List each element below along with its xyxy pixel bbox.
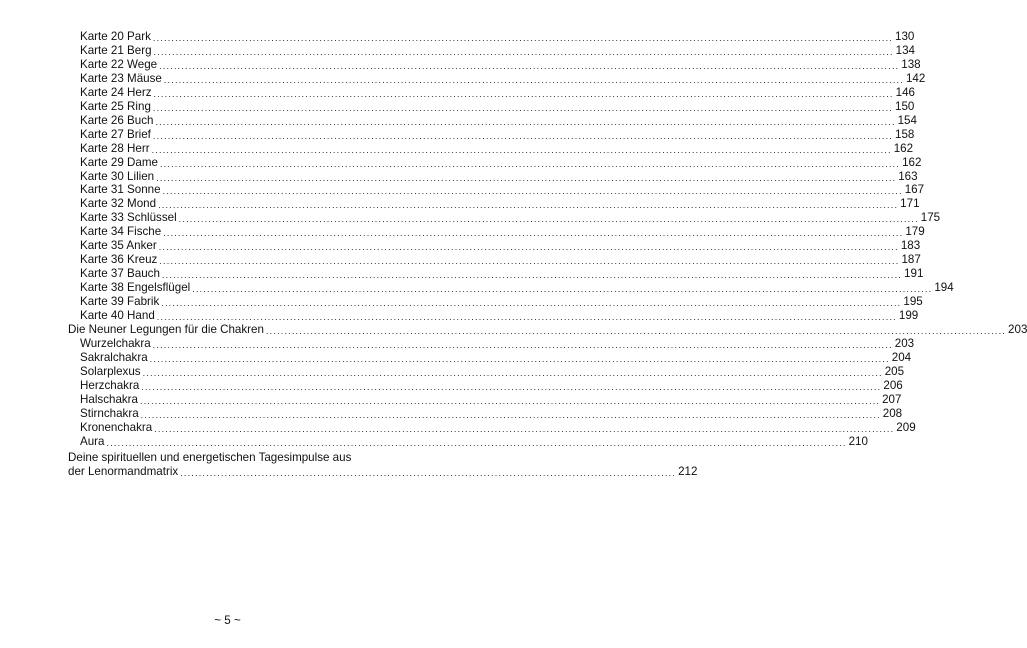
dot-leader: ........................................................................................................................................................................................................ [153, 89, 894, 99]
dot-leader: ........................................................................................................................................................................................................ [149, 354, 890, 364]
toc-entry-label: Kronenchakra [80, 421, 153, 434]
toc-entry-label: Solarplexus [80, 365, 141, 378]
toc-entry [80, 337, 915, 351]
toc-entry-page: 206 [883, 379, 903, 392]
toc-entry-page: 203 [1008, 323, 1027, 336]
toc-entry [80, 58, 921, 72]
toc-entry-label: Karte 31 Sonne [80, 183, 161, 196]
toc-entry [80, 365, 905, 379]
dot-leader: ........................................................................................................................................................................................................ [152, 33, 893, 43]
dot-leader: ........................................................................................................................................................................................................ [141, 382, 882, 392]
toc-entry-page: 138 [901, 58, 921, 71]
toc-entry-label: Karte 22 Wege [80, 58, 158, 71]
toc-entry [80, 309, 919, 323]
dot-leader: ........................................................................................................................................................................................................ [162, 186, 903, 196]
toc-entry-label: Stirnchakra [80, 407, 139, 420]
toc-entry [80, 156, 922, 170]
toc-entry-label: Karte 32 Mond [80, 197, 157, 210]
toc-entry-label: Karte 23 Mäuse [80, 72, 162, 85]
toc-entry [80, 351, 912, 365]
toc-entry-page: 207 [882, 393, 902, 406]
toc-entry-label: Karte 27 Brief [80, 128, 151, 141]
toc-entry-page: 187 [901, 253, 921, 266]
toc-entry-label: Karte 35 Anker [80, 239, 157, 252]
toc-entry [80, 197, 920, 211]
toc-entry-page: 134 [895, 44, 915, 57]
toc-entry [80, 253, 921, 267]
toc-entry [80, 44, 915, 58]
toc-entry [80, 128, 915, 142]
toc-entry-page: 171 [900, 197, 920, 210]
final-section-row [68, 465, 698, 479]
toc-entry-label: Die Neuner Legungen für die Chakren [68, 323, 264, 336]
dot-leader: ........................................................................................................................................................................................................ [156, 173, 897, 183]
dot-leader: ........................................................................................................................................................................................................ [158, 200, 899, 210]
page-number-footer: ~ 5 ~ [214, 614, 241, 627]
dot-leader: ........................................................................................................................................................................................................ [159, 61, 900, 71]
dot-leader: ........................................................................................................................................................................................................ [151, 145, 892, 155]
toc-entry [80, 421, 916, 435]
toc-entry [80, 393, 902, 407]
toc-entry-label: Halschakra [80, 393, 138, 406]
dot-leader: ........................................................................................................................................................................................................ [158, 242, 899, 252]
dot-leader: ........................................................................................................................................................................................................ [140, 410, 881, 420]
toc-entry-page: 210 [848, 435, 868, 448]
toc-entry-page: 142 [905, 72, 926, 85]
dot-leader: ........................................................................................................................................................................................................ [152, 103, 894, 113]
toc-entry [80, 30, 915, 44]
dot-leader: ........................................................................................................................................................................................................ [152, 131, 893, 141]
toc-entry-label: Karte 24 Herz [80, 86, 152, 99]
dot-leader: ........................................................................................................................................................................................................ [142, 368, 883, 378]
toc-entry [80, 281, 954, 295]
toc-entry-page: 162 [893, 142, 914, 155]
toc-entry [80, 86, 915, 100]
toc-entry [68, 323, 1027, 337]
toc-entry-label: Karte 20 Park [80, 30, 151, 43]
toc-entry-label: Karte 39 Fabrik [80, 295, 160, 308]
final-section-label: der Lenormandmatrix [68, 465, 179, 478]
dot-leader: ........................................................................................................................................................................................................ [152, 340, 893, 350]
dot-leader: ........................................................................................................................................................................................................ [156, 312, 897, 322]
dot-leader: ........................................................................................................................................................................................................ [159, 159, 901, 169]
toc-entry-page: 191 [904, 267, 924, 280]
dot-leader: ........................................................................................................................................................................................................ [140, 396, 881, 406]
dot-leader: ........................................................................................................................................................................................................ [163, 75, 904, 85]
toc-entry-page: 175 [920, 211, 941, 224]
toc-entry-page: 146 [895, 86, 915, 99]
toc-entry-label: Sakralchakra [80, 351, 148, 364]
dot-leader: ........................................................................................................................................................................................................ [178, 214, 919, 224]
dot-leader: ........................................................................................................................................................................................................ [192, 284, 933, 294]
toc-entry [80, 183, 925, 197]
toc-entry-label: Wurzelchakra [80, 337, 151, 350]
final-section-page: 212 [678, 465, 698, 478]
toc-entry-page: 203 [894, 337, 915, 350]
toc-entry [80, 114, 917, 128]
toc-entry-label: Karte 37 Bauch [80, 267, 160, 280]
toc-entry-label: Karte 33 Schlüssel [80, 211, 177, 224]
final-section-line1 [68, 451, 413, 465]
toc-entry [80, 267, 924, 281]
toc-entry-label: Aura [80, 435, 105, 448]
toc-entry-page: 154 [897, 114, 917, 127]
toc-entry-label: Karte 29 Dame [80, 156, 158, 169]
toc-entry-page: 162 [902, 156, 922, 169]
toc-entry-label: Herzchakra [80, 379, 140, 392]
toc-entry [80, 211, 941, 225]
dot-leader: ........................................................................................................................................................................................................ [161, 298, 902, 308]
toc-entry [80, 295, 923, 309]
dot-leader: ........................................................................................................................................................................................................ [161, 270, 903, 280]
toc-entry-page: 199 [898, 309, 919, 322]
toc-entry-label: Karte 21 Berg [80, 44, 152, 57]
toc-entry [80, 100, 915, 114]
toc-entry [80, 142, 914, 156]
final-section-text: Deine spirituellen und energetischen Tagesimpulse aus [68, 451, 352, 464]
toc-entry [80, 407, 903, 421]
toc-entry-page: 194 [934, 281, 954, 294]
toc-entry-label: Karte 25 Ring [80, 100, 151, 113]
toc-entry [80, 435, 868, 449]
dot-leader: ........................................................................................................................................................................................................ [163, 228, 904, 238]
dot-leader: ........................................................................................................................................................................................................ [265, 326, 1007, 336]
toc-entry [80, 170, 918, 184]
toc-entry-page: 158 [895, 128, 915, 141]
toc-entry [80, 379, 903, 393]
toc-entry-label: Karte 36 Kreuz [80, 253, 158, 266]
toc-entry-page: 208 [882, 407, 903, 420]
toc-entry-page: 163 [898, 170, 918, 183]
dot-leader: ........................................................................................................................................................................................................ [155, 117, 896, 127]
toc-entry-page: 205 [884, 365, 905, 378]
dot-leader: ........................................................................................................................................................................................................ [106, 438, 847, 448]
toc-entry-label: Karte 38 Engelsflügel [80, 281, 191, 294]
toc-entry [80, 72, 926, 86]
toc-entry [80, 225, 925, 239]
dot-leader: ...................................................................................................................................... [180, 468, 677, 478]
toc-entry-page: 204 [891, 351, 912, 364]
dot-leader: ........................................................................................................................................................................................................ [153, 47, 894, 57]
toc-entry-page: 183 [900, 239, 921, 252]
toc-entry-page: 195 [903, 295, 923, 308]
toc-entry-page: 179 [905, 225, 925, 238]
toc-entry-label: Karte 34 Fische [80, 225, 162, 238]
toc-entry-page: 167 [904, 183, 925, 196]
dot-leader: ........................................................................................................................................................................................................ [159, 256, 900, 266]
toc-entry [80, 239, 921, 253]
toc-entry-page: 209 [896, 421, 916, 434]
toc-entry-page: 150 [895, 100, 915, 113]
dot-leader: ........................................................................................................................................................................................................ [154, 424, 895, 434]
toc-entry-label: Karte 26 Buch [80, 114, 154, 127]
toc-entry-page: 130 [895, 30, 915, 43]
toc-entry-label: Karte 28 Herr [80, 142, 150, 155]
toc-entry-label: Karte 30 Lilien [80, 170, 155, 183]
toc-entry-label: Karte 40 Hand [80, 309, 155, 322]
